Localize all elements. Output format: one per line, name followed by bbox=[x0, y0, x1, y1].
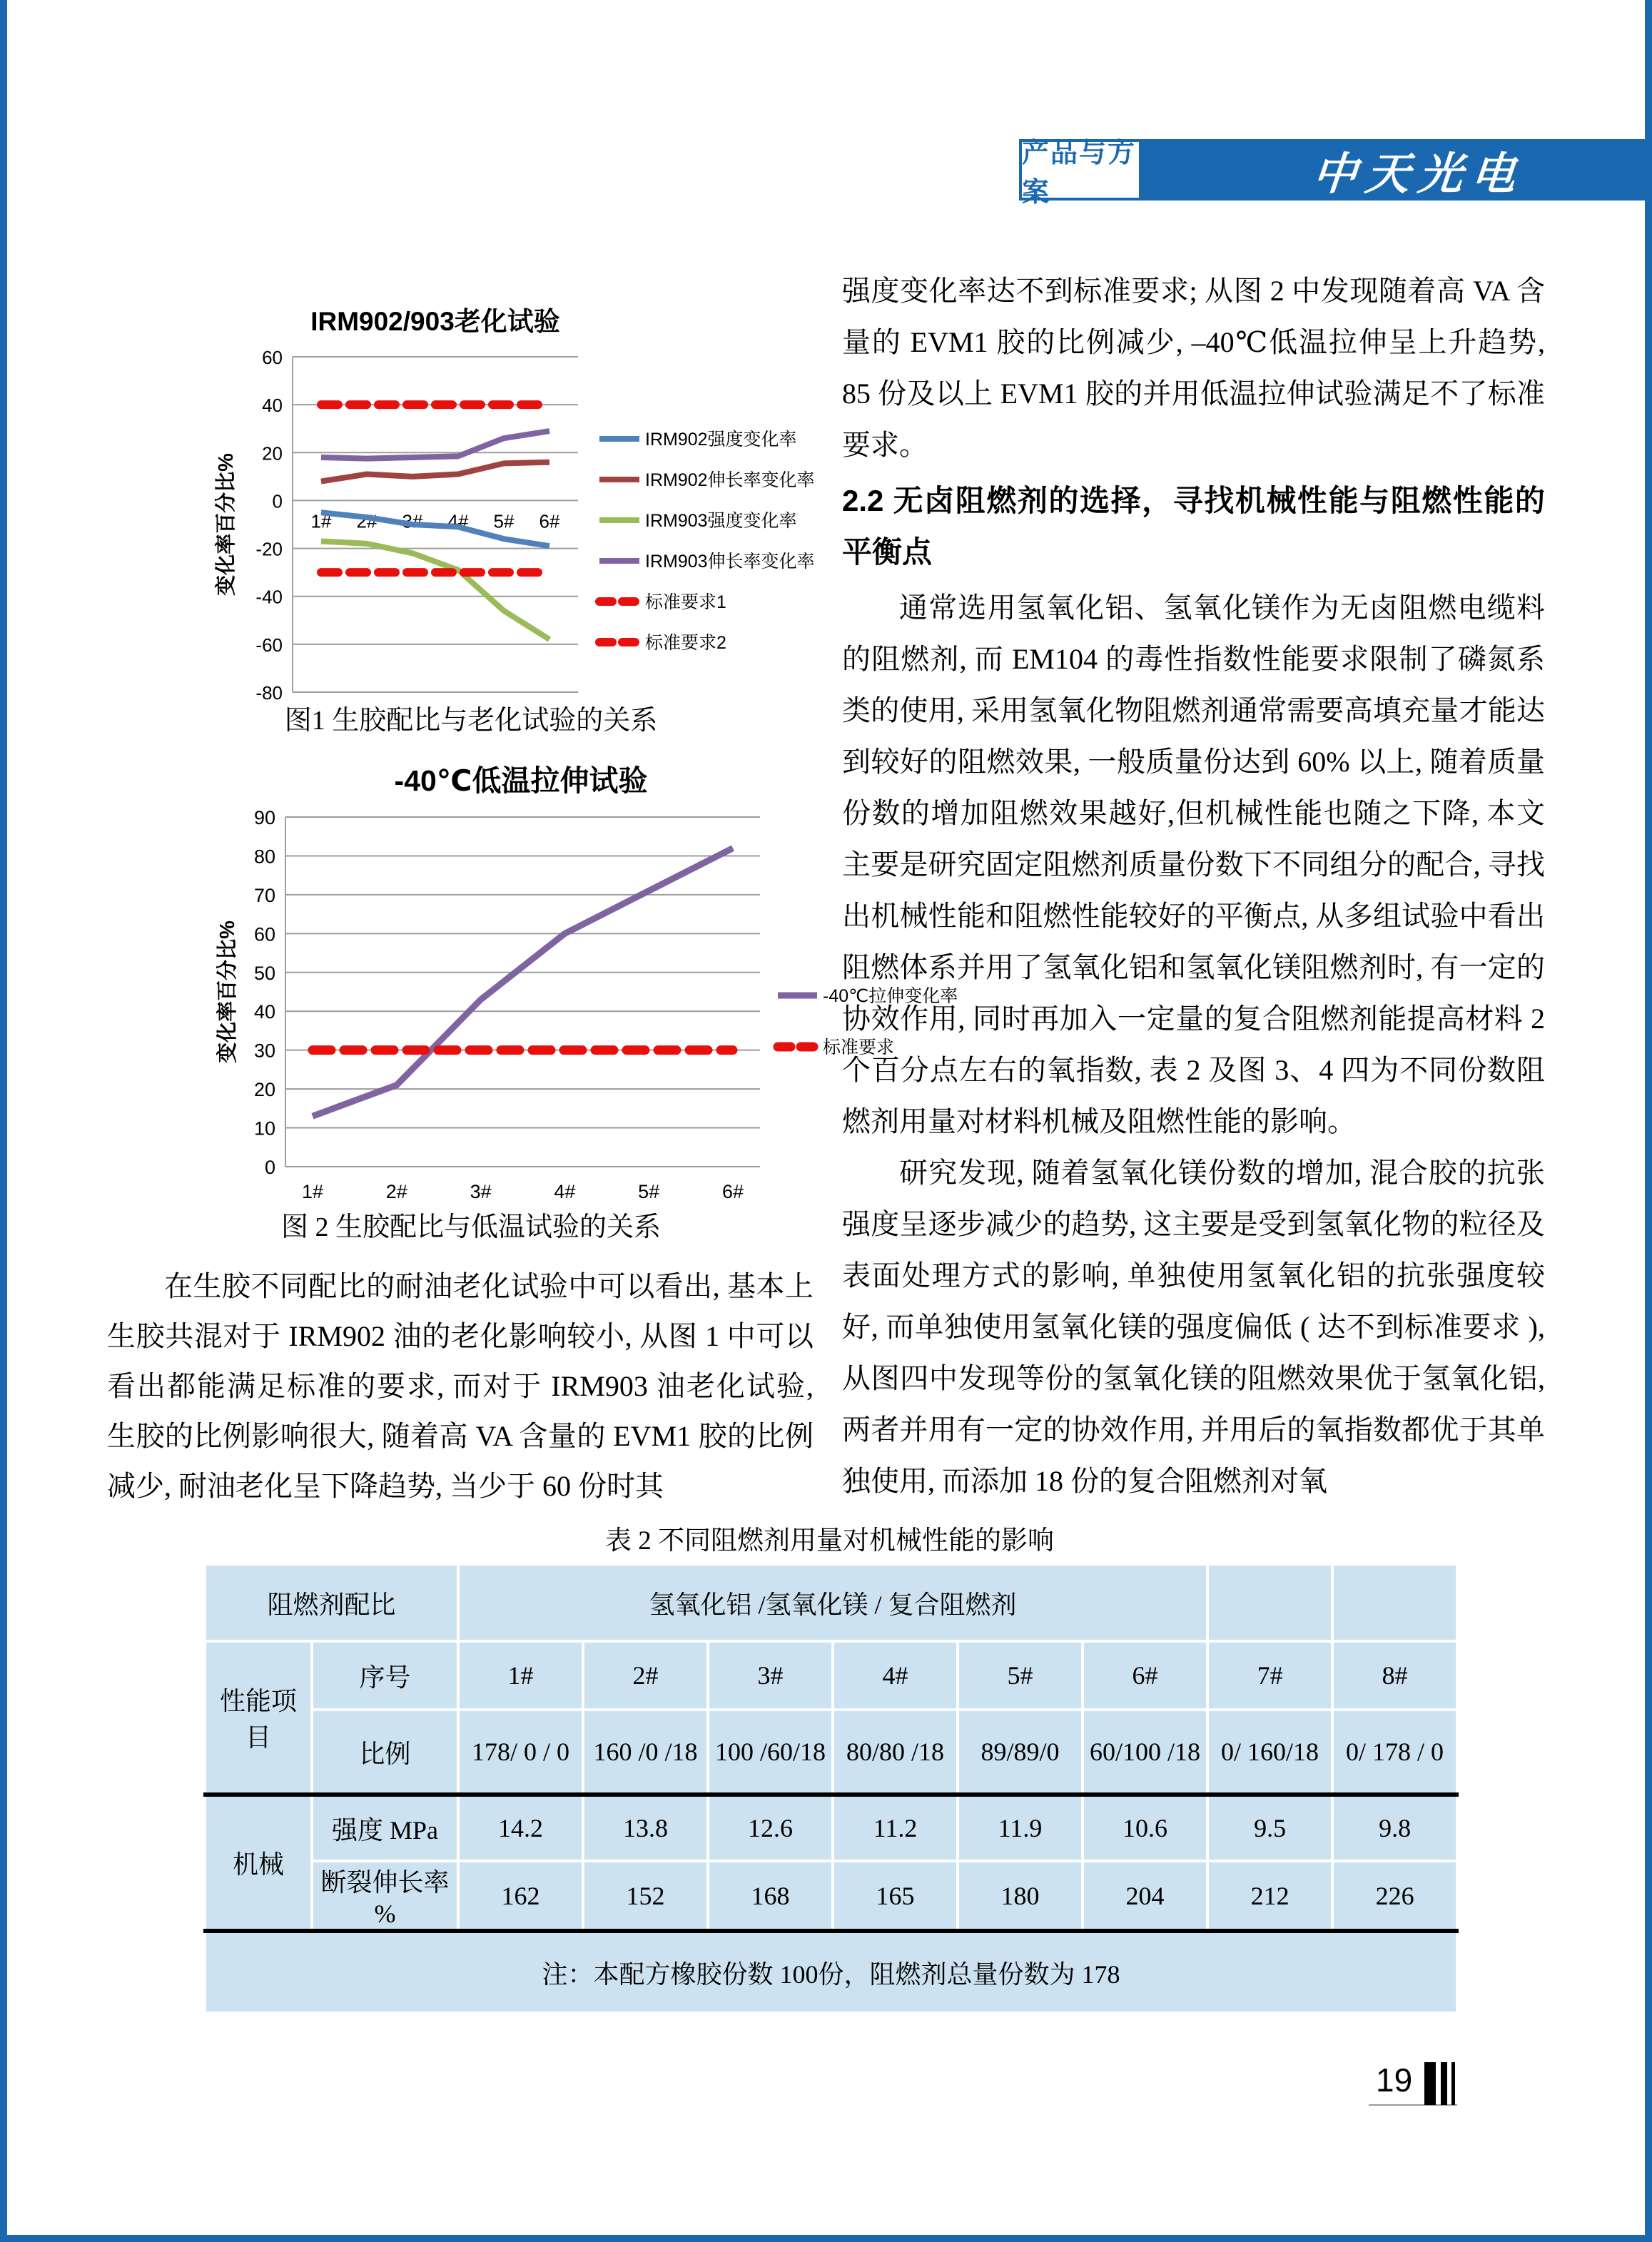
page-border-right bbox=[1645, 0, 1652, 2242]
svg-text:50: 50 bbox=[253, 962, 275, 984]
strength-cell: 11.9 bbox=[958, 1795, 1083, 1861]
elongation-cell: 212 bbox=[1207, 1861, 1332, 1931]
svg-text:IRM902/903老化试验: IRM902/903老化试验 bbox=[310, 307, 560, 336]
elongation-cell: 204 bbox=[1083, 1861, 1207, 1931]
svg-text:标准要求2: 标准要求2 bbox=[645, 633, 726, 653]
svg-text:标准要求1: 标准要求1 bbox=[645, 592, 726, 612]
strength-cell: 10.6 bbox=[1083, 1795, 1207, 1861]
strength-row-label: 强度 MPa bbox=[312, 1795, 458, 1861]
elongation-cell: 162 bbox=[458, 1861, 583, 1931]
serial-cell: 4# bbox=[833, 1641, 958, 1710]
svg-text:6#: 6# bbox=[539, 510, 560, 532]
svg-text:3#: 3# bbox=[402, 510, 423, 532]
page-marker-bar-1 bbox=[1424, 2062, 1436, 2105]
svg-text:0: 0 bbox=[264, 1157, 275, 1178]
ratio-cell: 60/100 /18 bbox=[1083, 1710, 1207, 1795]
serial-row-label: 序号 bbox=[312, 1641, 458, 1710]
svg-text:20: 20 bbox=[253, 1079, 275, 1101]
elongation-cell: 168 bbox=[708, 1861, 833, 1931]
svg-text:-40: -40 bbox=[255, 586, 283, 608]
figure2-caption: 图 2 生胶配比与低温试验的关系 bbox=[280, 1212, 661, 1242]
serial-cell: 5# bbox=[958, 1641, 1083, 1710]
flame-retardant-table bbox=[203, 1563, 1459, 2014]
svg-text:-40℃拉伸变化率: -40℃拉伸变化率 bbox=[823, 986, 958, 1006]
svg-text:IRM902强度变化率: IRM902强度变化率 bbox=[645, 430, 797, 450]
table-header-empty-2 bbox=[1332, 1564, 1457, 1641]
svg-text:-20: -20 bbox=[255, 538, 283, 560]
section-badge bbox=[1019, 138, 1142, 208]
strength-cell: 9.5 bbox=[1207, 1795, 1332, 1861]
figure1-caption: 图1 生胶配比与老化试验的关系 bbox=[284, 706, 658, 736]
strength-cell: 12.6 bbox=[708, 1795, 833, 1861]
svg-text:30: 30 bbox=[253, 1040, 275, 1062]
svg-text:70: 70 bbox=[253, 884, 275, 906]
svg-text:-40℃低温拉伸试验: -40℃低温拉伸试验 bbox=[394, 764, 648, 797]
strength-cell: 13.8 bbox=[583, 1795, 708, 1861]
table-header-span: 氢氧化铝 /氢氧化镁 / 复合阻燃剂 bbox=[458, 1564, 1207, 1641]
svg-text:IRM903伸长率变化率: IRM903伸长率变化率 bbox=[645, 552, 815, 572]
svg-text:1#: 1# bbox=[301, 1181, 324, 1202]
ratio-cell: 80/80 /18 bbox=[833, 1710, 958, 1795]
svg-text:IRM903强度变化率: IRM903强度变化率 bbox=[645, 511, 797, 531]
right-paragraph-3: 研究发现, 随着氢氧化镁份数的增加, 混合胶的抗张强度呈逐步减少的趋势, 这主要是受到氢氧化物的粒径及表面处理方式的影响, 单独使用氢氧化铝的抗张强度较好, 而单独使用氢氧化镁的强度偏低 ( 达不到标准要求 ), 从图四中发现等份的氢氧化镁的阻燃效果优于氢氧化铝, 两者并用有一定的协效作用, 并用后的氧指数都优于其单独使用, 而添加 18 份的复合阻燃剂对氧 bbox=[842, 1157, 1545, 1497]
svg-text:2#: 2# bbox=[385, 1181, 407, 1202]
svg-text:-80: -80 bbox=[255, 682, 283, 704]
svg-text:变化率百分比%: 变化率百分比% bbox=[215, 453, 238, 596]
svg-text:4#: 4# bbox=[447, 510, 469, 532]
svg-text:2#: 2# bbox=[356, 510, 377, 532]
svg-text:20: 20 bbox=[262, 442, 283, 465]
ratio-cell: 0/ 160/18 bbox=[1207, 1710, 1332, 1795]
right-column bbox=[842, 265, 1545, 1507]
table-header-empty-1 bbox=[1207, 1564, 1332, 1641]
section-heading-2-2: 2.2 无卤阻燃剂的选择，寻找机械性能与阻燃性能的平衡点 bbox=[842, 484, 1545, 569]
right-paragraph-1: 强度变化率达不到标准要求; 从图 2 中发现随着高 VA 含量的 EVM1 胶的比例减少, –40℃低温拉伸呈上升趋势, 85 份及以上 EVM1 胶的并用低温拉伸试验满足不了标准要求。 bbox=[842, 275, 1545, 461]
svg-text:变化率百分比%: 变化率百分比% bbox=[216, 920, 239, 1063]
ratio-cell: 160 /0 /18 bbox=[583, 1710, 708, 1795]
svg-text:3#: 3# bbox=[470, 1181, 492, 1202]
svg-text:40: 40 bbox=[262, 395, 283, 417]
svg-text:10: 10 bbox=[253, 1117, 275, 1140]
page-marker-bar-3 bbox=[1451, 2062, 1455, 2105]
ratio-cell: 178/ 0 / 0 bbox=[458, 1710, 583, 1795]
svg-text:4#: 4# bbox=[554, 1181, 576, 1202]
elongation-row-label: 断裂伸长率 % bbox=[312, 1861, 458, 1931]
elongation-cell: 226 bbox=[1332, 1861, 1457, 1931]
row-group-performance: 性能项目 bbox=[205, 1641, 312, 1795]
svg-text:5#: 5# bbox=[638, 1181, 660, 1202]
ratio-cell: 100 /60/18 bbox=[708, 1710, 833, 1795]
table-note: 注：本配方橡胶份数 100份，阻燃剂总量份数为 178 bbox=[205, 1931, 1457, 2013]
serial-cell: 1# bbox=[458, 1641, 583, 1710]
strength-cell: 11.2 bbox=[833, 1795, 958, 1861]
page-number: 19 bbox=[1376, 2061, 1413, 2099]
section-badge-label: 产品与方案 bbox=[1022, 138, 1137, 208]
elongation-cell: 152 bbox=[583, 1861, 708, 1931]
serial-cell: 3# bbox=[708, 1641, 833, 1710]
svg-text:6#: 6# bbox=[721, 1181, 744, 1202]
left-column-paragraph: 在生胶不同配比的耐油老化试验中可以看出, 基本上生胶共混对于 IRM902 油的老化影响较小, 从图 1 中可以看出都能满足标准的要求, 而对于 IRM903 油老化试验, 生胶的比例影响很大, 随着高 VA 含量的 EVM1 胶的比例减少, 耐油老化呈下降趋势, 当少于 60 份时其 bbox=[107, 1270, 814, 1502]
svg-text:60: 60 bbox=[262, 347, 283, 368]
svg-text:IRM902伸长率变化率: IRM902伸长率变化率 bbox=[645, 470, 815, 490]
header-bar bbox=[1142, 139, 1652, 201]
page-marker-bar-2 bbox=[1441, 2062, 1447, 2105]
aging-test-line-chart bbox=[214, 296, 842, 739]
row-group-mechanical: 机械 bbox=[205, 1795, 312, 1931]
svg-text:60: 60 bbox=[253, 923, 275, 945]
brand-logo: 中天光电 bbox=[1310, 147, 1526, 200]
serial-cell: 6# bbox=[1083, 1641, 1207, 1710]
svg-text:-60: -60 bbox=[255, 634, 283, 656]
elongation-cell: 165 bbox=[833, 1861, 958, 1931]
svg-text:90: 90 bbox=[253, 807, 275, 828]
page-border-bottom bbox=[0, 2235, 1652, 2242]
ratio-row-label: 比例 bbox=[312, 1710, 458, 1795]
svg-text:0: 0 bbox=[272, 490, 283, 512]
strength-cell: 9.8 bbox=[1332, 1795, 1457, 1861]
right-paragraph-2: 通常选用氢氧化铝、氢氧化镁作为无卤阻燃电缆料的阻燃剂, 而 EM104 的毒性指数性能要求限制了磷氮系类的使用, 采用氢氧化物阻燃剂通常需要高填充量才能达到较好的阻燃效果, 一般质量份达到 60% 以上, 随着质量份数的增加阻燃效果越好,但机械性能也随之下降, 本文主要是研究固定阻燃剂质量份数下不同组分的配合, 寻找出机械性能和阻燃性能较好的平衡点, 从多组试验中看出阻燃体系并用了氢氧化铝和氢氧化镁阻燃剂时, 有一定的协效作用, 同时再加入一定量的复合阻燃剂能提高材料 2 个百分点左右的氧指数, 表 2 及图 3、4 四为不同份数阻燃剂用量对材料机械及阻燃性能的影响。 bbox=[842, 592, 1545, 1137]
ratio-cell: 0/ 178 / 0 bbox=[1332, 1710, 1457, 1795]
ratio-cell: 89/89/0 bbox=[958, 1710, 1083, 1795]
svg-text:40: 40 bbox=[253, 1001, 275, 1023]
page-border-left bbox=[0, 0, 7, 2242]
serial-cell: 2# bbox=[583, 1641, 708, 1710]
serial-cell: 7# bbox=[1207, 1641, 1332, 1710]
svg-text:1#: 1# bbox=[310, 510, 332, 532]
svg-text:标准要求: 标准要求 bbox=[823, 1038, 895, 1057]
elongation-cell: 180 bbox=[958, 1861, 1083, 1931]
table-header-ratio-label: 阻燃剂配比 bbox=[205, 1564, 458, 1641]
svg-text:5#: 5# bbox=[493, 510, 515, 532]
table2-title: 表 2 不同阻燃剂用量对机械性能的影响 bbox=[605, 1526, 1054, 1556]
serial-cell: 8# bbox=[1332, 1641, 1457, 1710]
strength-cell: 14.2 bbox=[458, 1795, 583, 1861]
svg-text:80: 80 bbox=[253, 846, 275, 868]
